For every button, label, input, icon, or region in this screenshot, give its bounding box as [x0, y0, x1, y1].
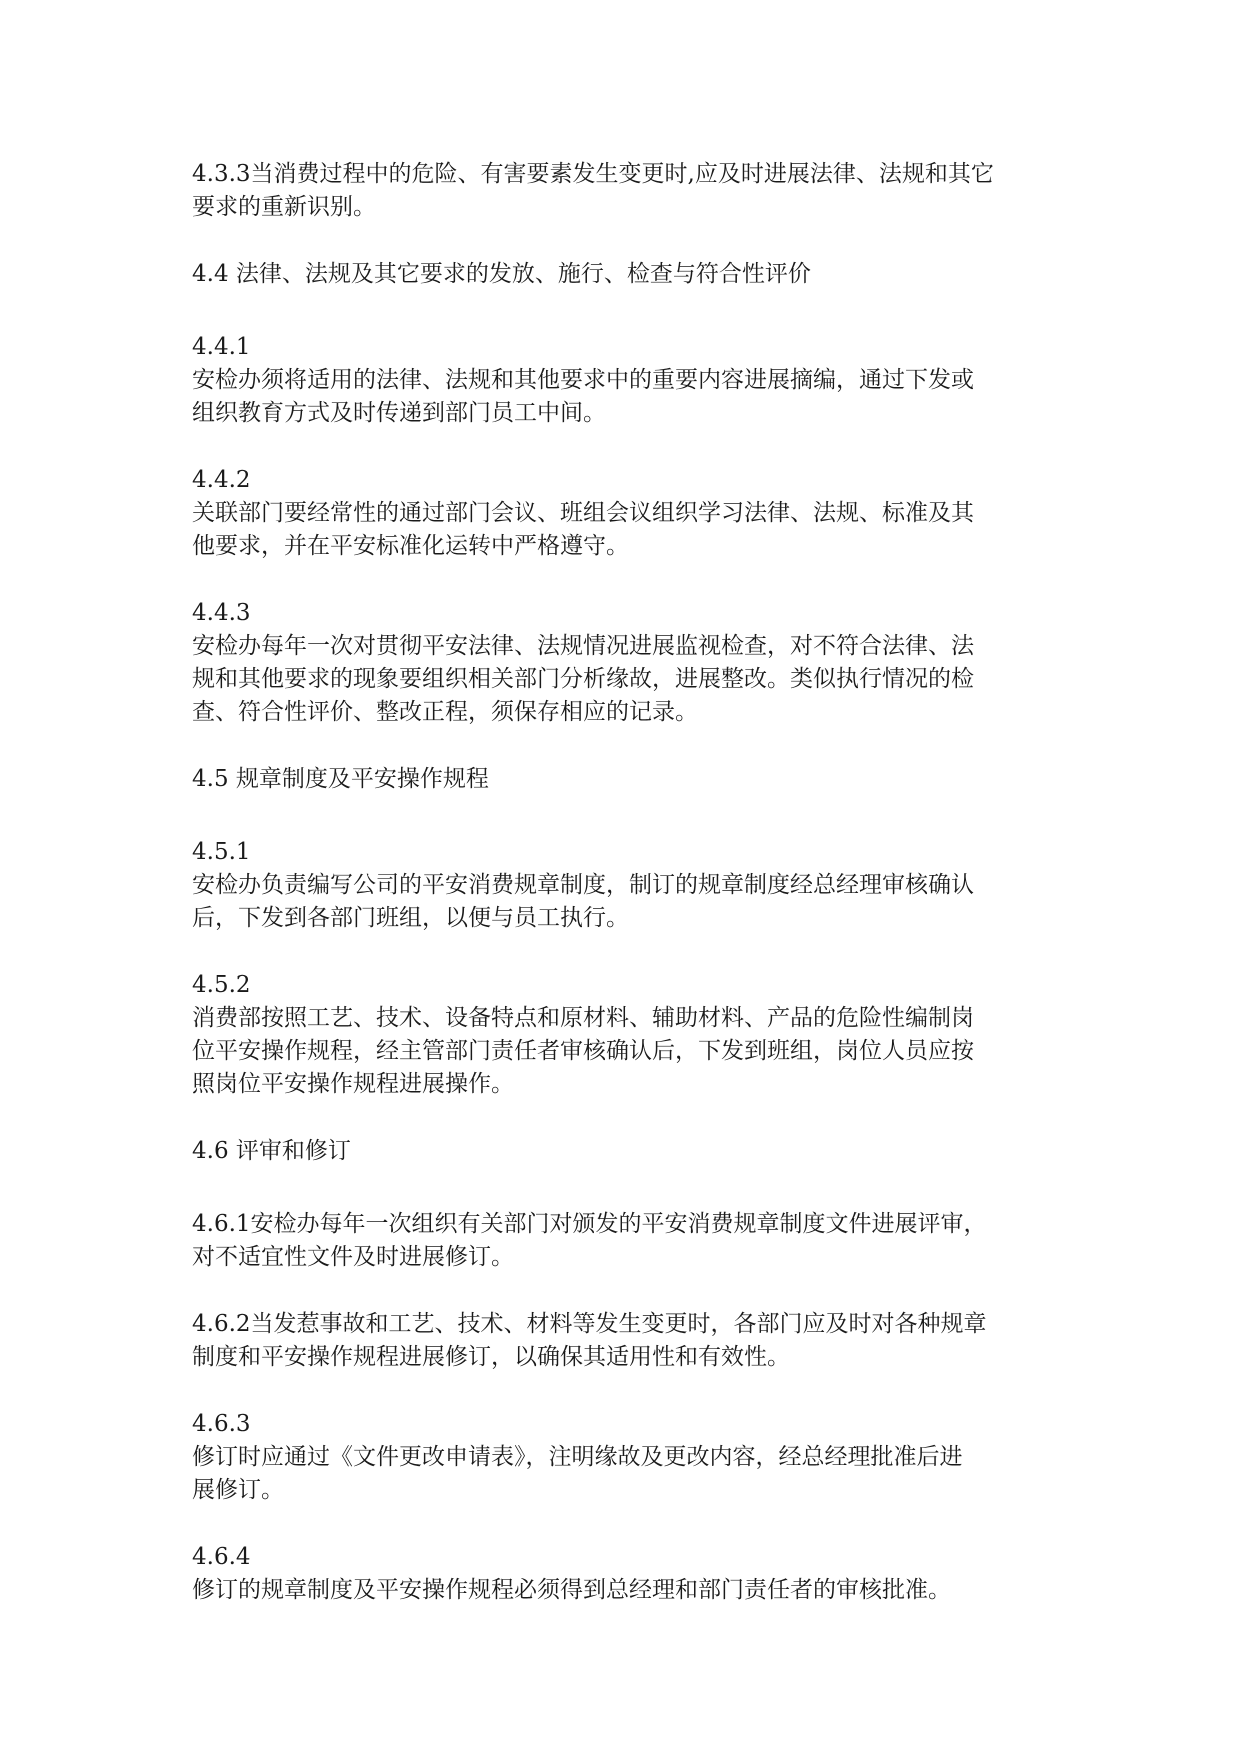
paragraph-4-3-3: [192, 158, 1052, 224]
section-heading-4-4: [192, 258, 1052, 291]
text-line: 4.4.3: [192, 600, 251, 626]
text-line: 组织教育方式及时传递到部门员工中间。: [192, 400, 606, 426]
text-line: 照岗位平安操作规程进展操作。: [192, 1071, 514, 1097]
paragraph-4-5-2: [192, 969, 1052, 1101]
section-heading-4-5: [192, 763, 1052, 796]
text-line: 查、符合性评价、整改正程，须保存相应的记录。: [192, 699, 698, 725]
text-line: 4.6.2当发惹事故和工艺、技术、材料等发生变更时，各部门应及时对各种规章: [192, 1311, 987, 1337]
text-line: 展修订。: [192, 1477, 284, 1503]
paragraph-4-4-3: [192, 597, 1052, 729]
text-line: 对不适宜性文件及时进展修订。: [192, 1244, 514, 1270]
text-line: 消费部按照工艺、技术、设备特点和原材料、辅助材料、产品的危险性编制岗: [192, 1005, 974, 1031]
text-line: 规和其他要求的现象要组织相关部门分析缘故，进展整改。类似执行情况的检: [192, 666, 974, 692]
text-line: 位平安操作规程，经主管部门责任者审核确认后，下发到班组，岗位人员应按: [192, 1038, 974, 1064]
text-line: 4.6.1安检办每年一次组织有关部门对颁发的平安消费规章制度文件进展评审，: [192, 1211, 987, 1237]
text-line: 4.3.3当消费过程中的危险、有害要素发生变更时,应及时进展法律、法规和其它: [192, 161, 994, 187]
text-line: 4.6 评审和修订: [192, 1138, 351, 1164]
text-line: 制度和平安操作规程进展修订，以确保其适用性和有效性。: [192, 1344, 790, 1370]
document-page: [192, 158, 1052, 1641]
text-line: 他要求，并在平安标准化运转中严格遵守。: [192, 533, 629, 559]
text-line: 安检办每年一次对贯彻平安法律、法规情况进展监视检查，对不符合法律、法: [192, 633, 974, 659]
text-line: 4.4 法律、法规及其它要求的发放、施行、检查与符合性评价: [192, 261, 811, 287]
paragraph-4-6-2: [192, 1308, 1052, 1374]
text-line: 后，下发到各部门班组，以便与员工执行。: [192, 905, 629, 931]
text-line: 4.4.2: [192, 467, 251, 493]
text-line: 修订时应通过《文件更改申请表》，注明缘故及更改内容，经总经理批准后进: [192, 1444, 963, 1470]
text-line: 关联部门要经常性的通过部门会议、班组会议组织学习法律、法规、标准及其: [192, 500, 974, 526]
section-heading-4-6: [192, 1135, 1052, 1168]
text-line: 安检办须将适用的法律、法规和其他要求中的重要内容进展摘编，通过下发或: [192, 367, 974, 393]
paragraph-4-6-3: [192, 1408, 1052, 1507]
text-line: 4.5 规章制度及平安操作规程: [192, 766, 489, 792]
text-line: 要求的重新识别。: [192, 194, 376, 220]
paragraph-4-5-1: [192, 836, 1052, 935]
paragraph-4-4-1: [192, 331, 1052, 430]
paragraph-4-4-2: [192, 464, 1052, 563]
text-line: 4.5.1: [192, 839, 251, 865]
text-line: 安检办负责编写公司的平安消费规章制度，制订的规章制度经总经理审核确认: [192, 872, 974, 898]
text-line: 4.6.3: [192, 1411, 251, 1437]
text-line: 4.5.2: [192, 972, 251, 998]
text-line: 4.4.1: [192, 334, 251, 360]
text-line: 修订的规章制度及平安操作规程必须得到总经理和部门责任者的审核批准。: [192, 1577, 951, 1603]
paragraph-4-6-1: [192, 1208, 1052, 1274]
text-line: 4.6.4: [192, 1544, 251, 1570]
paragraph-4-6-4: [192, 1541, 1052, 1607]
